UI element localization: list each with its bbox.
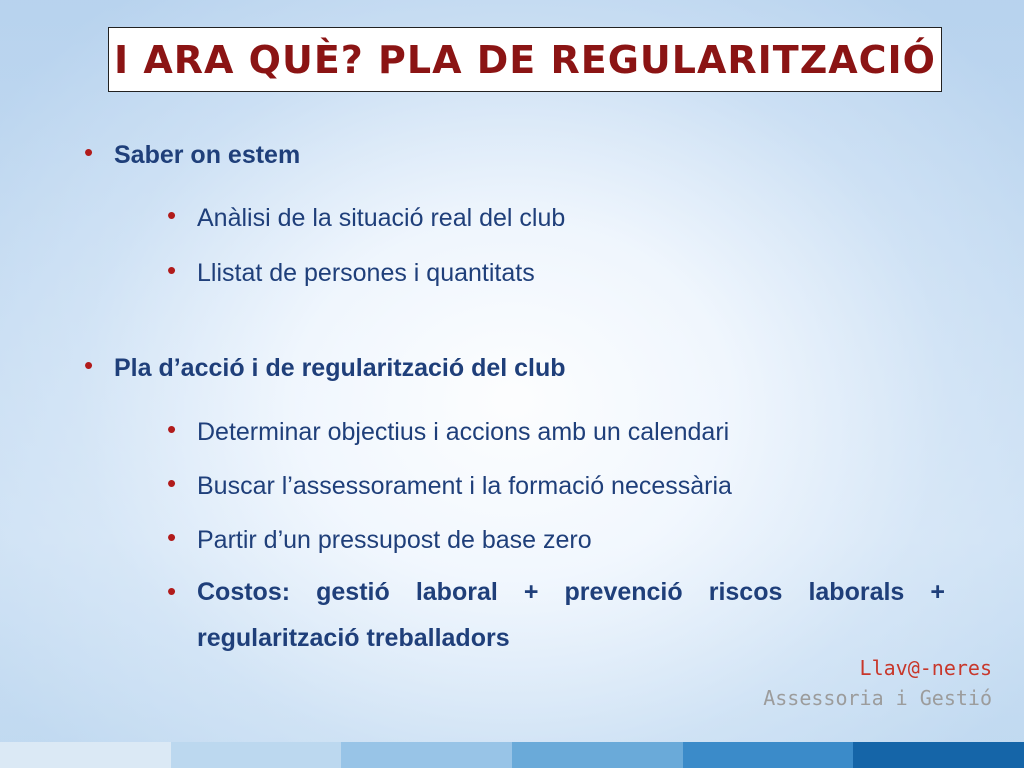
bullet-icon: • — [84, 137, 94, 167]
footer-segment — [683, 742, 854, 768]
slide-title: I ARA QUÈ? PLA DE REGULARITZACIÓ — [113, 37, 936, 82]
section1-heading: Saber on estem — [114, 141, 301, 169]
section2-heading-row — [84, 350, 566, 383]
footer-segment — [341, 742, 512, 768]
footer-segment — [853, 742, 1024, 768]
bullet-icon: • — [167, 468, 177, 498]
list-item — [167, 522, 592, 555]
footer-segment — [0, 742, 171, 768]
list-item — [167, 255, 535, 288]
list-item — [167, 468, 732, 501]
footer-color-bar — [0, 742, 1024, 768]
list-item — [167, 569, 945, 661]
section2-item-2: Buscar l’assessorament i la formació necessària — [197, 472, 732, 500]
list-item — [167, 414, 730, 447]
section2-item-4: Costos: gestió laboral + prevenció riscos laborals + regularització treballadors — [197, 578, 945, 652]
footer-segment — [171, 742, 342, 768]
bullet-icon: • — [167, 414, 177, 444]
bullet-icon: • — [84, 350, 94, 380]
section1-item-2: Llistat de persones i quantitats — [197, 259, 535, 287]
bullet-icon: • — [167, 200, 177, 230]
brand-subtitle: Assessoria i Gestió — [763, 686, 992, 710]
bullet-icon: • — [167, 576, 177, 606]
section1-heading-row — [84, 137, 301, 170]
section2-heading: Pla d’acció i de regularització del club — [114, 354, 566, 382]
list-item — [167, 200, 566, 233]
title-box — [108, 27, 942, 92]
brand-name: Llav@-neres — [859, 656, 992, 680]
bullet-icon: • — [167, 255, 177, 285]
footer-segment — [512, 742, 683, 768]
section2-item-3: Partir d’un pressupost de base zero — [197, 526, 592, 554]
section2-item-1: Determinar objectius i accions amb un calendari — [197, 418, 730, 446]
bullet-icon: • — [167, 522, 177, 552]
section1-item-1: Anàlisi de la situació real del club — [197, 204, 566, 232]
